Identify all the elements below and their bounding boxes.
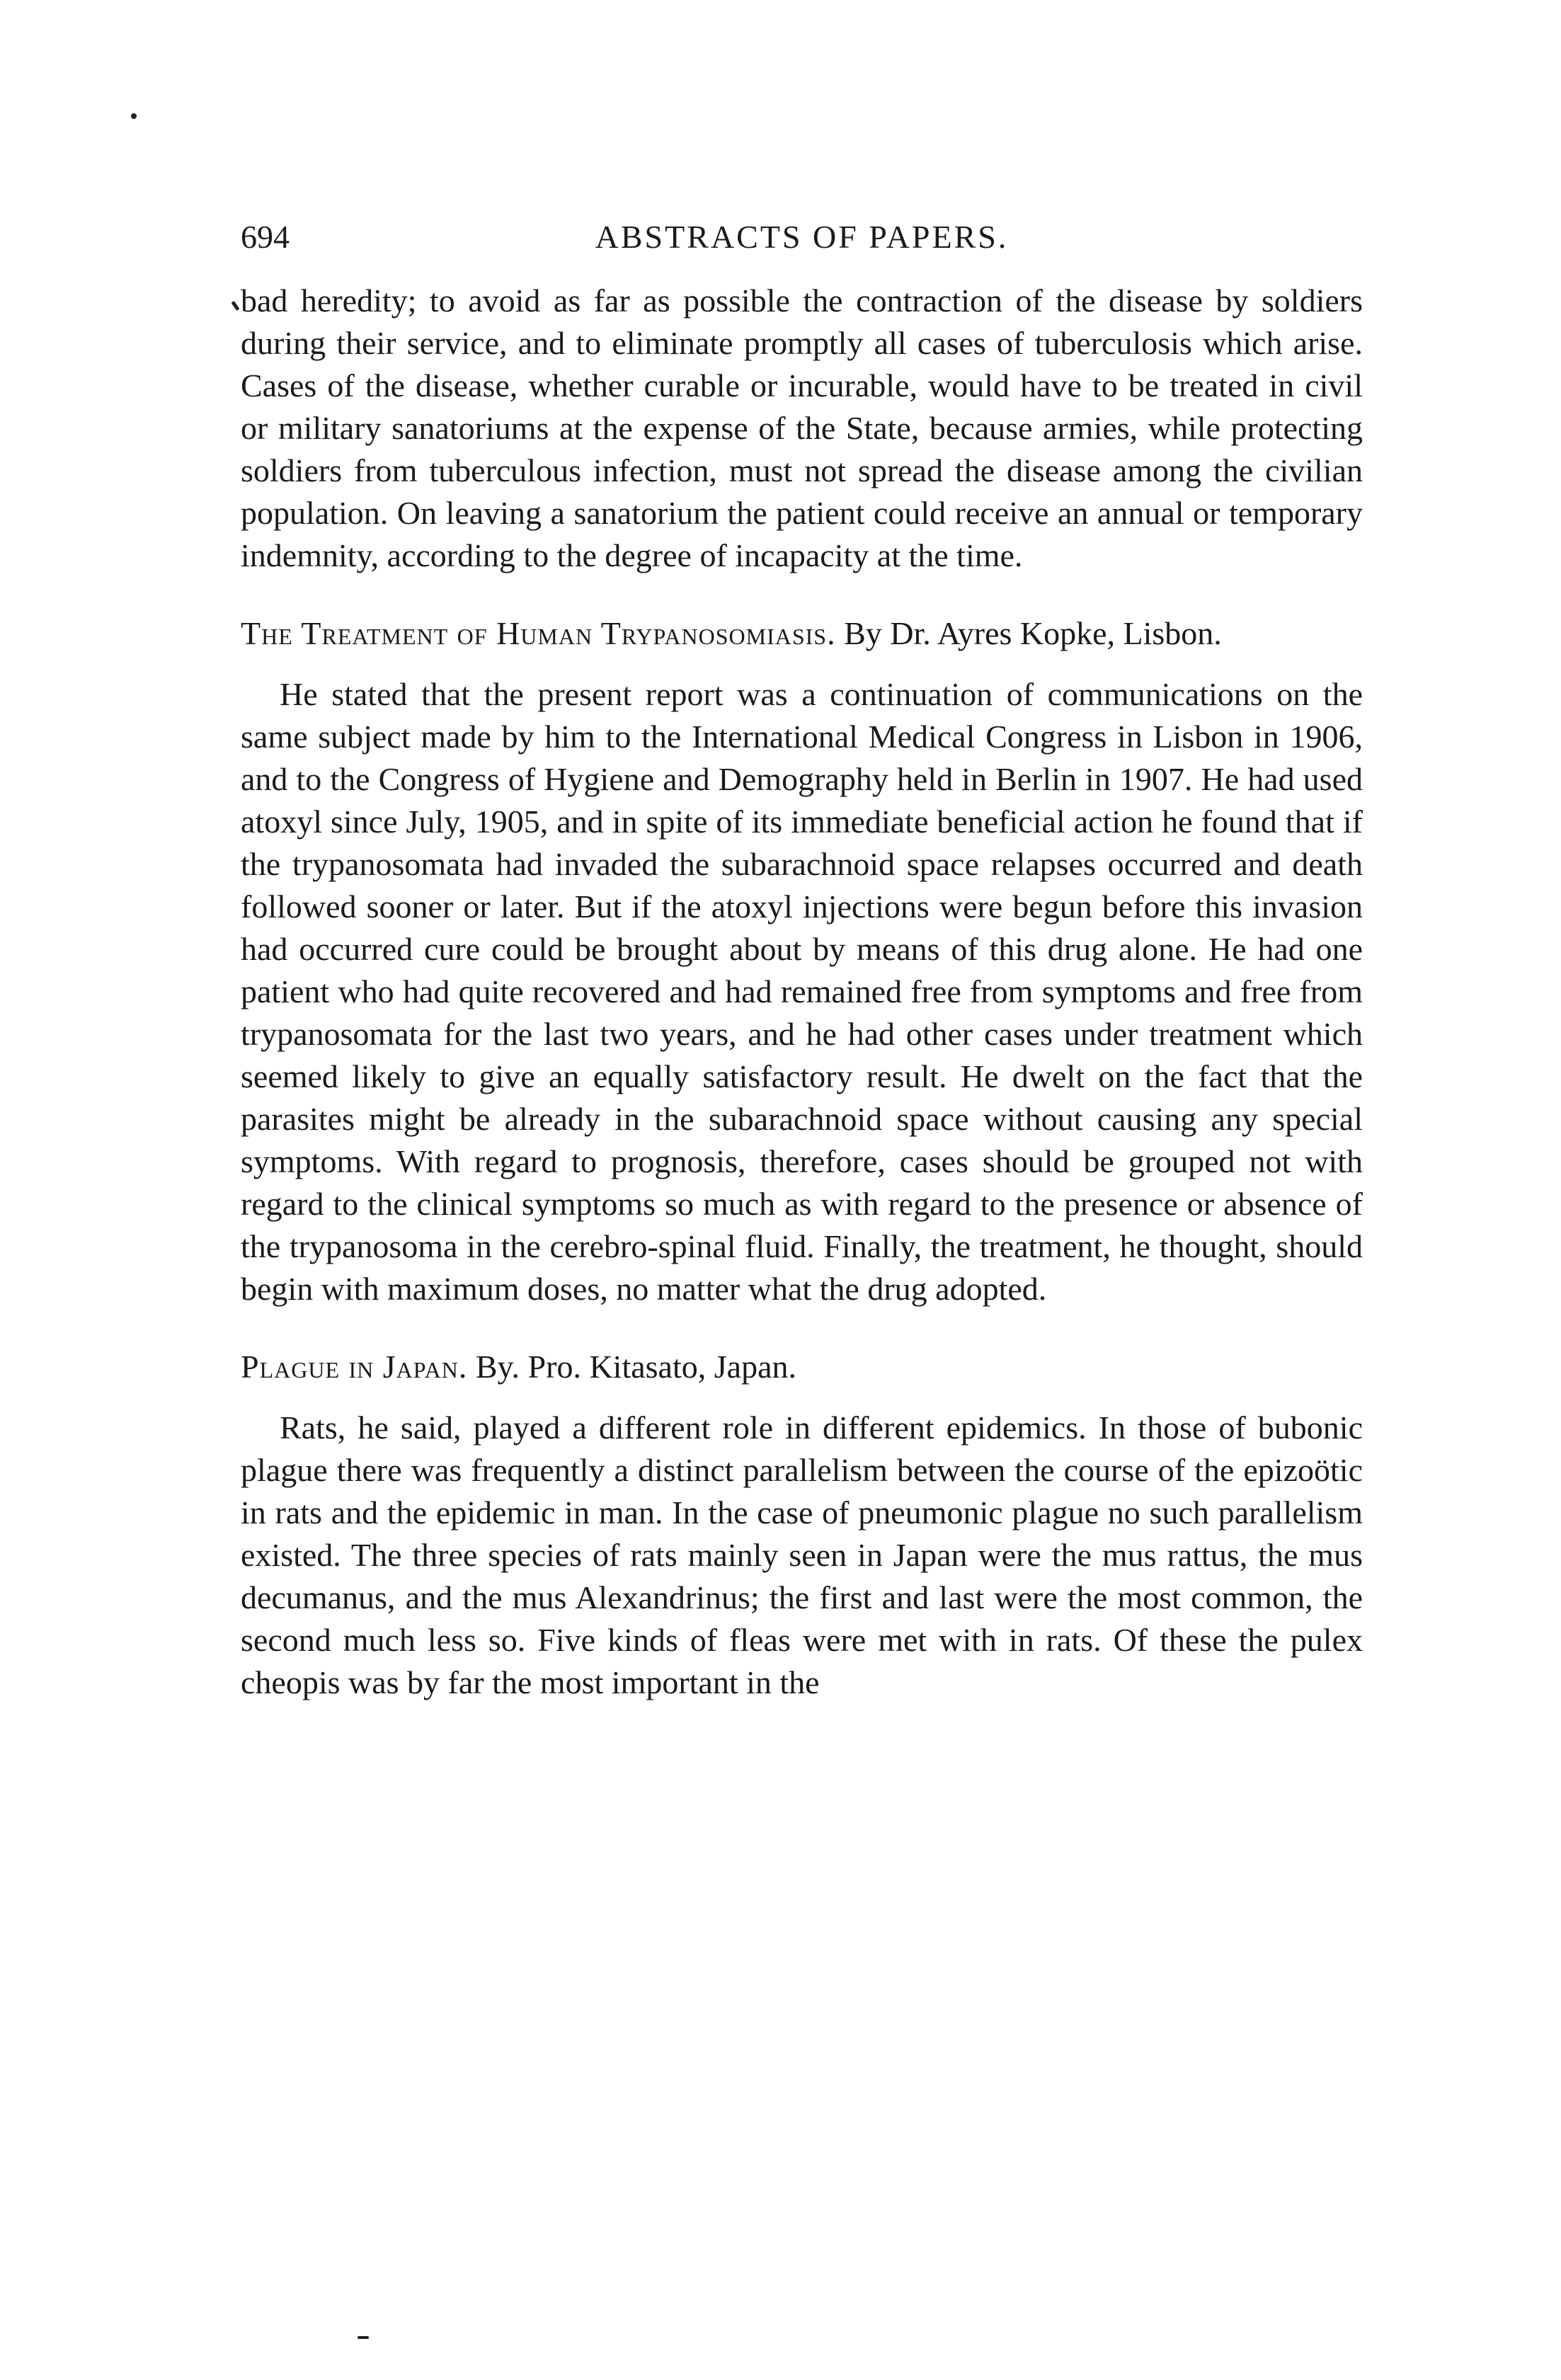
paragraph-continuation: bad heredity; to avoid as far as possible the contraction of the disease by soldiers during their service, and to eliminate promptly all cases of tuberculosis which arise. Cases of the disease, whether curable or incurable, would have to be treated in civil or military sanatoriums at the expense of the State, because armies, while protecting soldiers from tuberculous infection, must not spread the disease among the civilian population. On leaving a sanatorium the patient could receive an annual or temporary indemnity, according to the degree of incapacity at the time. bbox=[241, 282, 1363, 573]
section-title: The Treatment of Human Trypanosomiasis. bbox=[241, 615, 836, 651]
page-content bbox=[241, 212, 1363, 1704]
section-heading-plague bbox=[241, 1346, 1363, 1388]
running-title: ABSTRACTS OF PAPERS. bbox=[595, 219, 1009, 255]
paragraph-plague: Rats, he said, played a different role in different epidemics. In those of bubonic plague there was frequently a distinct parallelism between the course of the epizoötic in rats and the epidemic in man. In the case of pneumonic plague no such parallelism existed. The three species of rats mainly seen in Japan were the mus rattus, the mus decumanus, and the mus Alexandrinus; the first and last were the most common, the second much less so. Five kinds of fleas were met with in rats. Of these the pulex cheopis was by far the most important in the bbox=[241, 1409, 1363, 1700]
stray-mark bbox=[358, 2336, 369, 2339]
section-title: Plague in Japan. bbox=[241, 1349, 468, 1385]
section-byline: By. Pro. Kitasato, Japan. bbox=[475, 1349, 796, 1385]
running-head bbox=[241, 212, 1363, 262]
stray-mark bbox=[231, 301, 239, 311]
stray-mark bbox=[131, 113, 137, 119]
section-byline: By Dr. Ayres Kopke, Lisbon. bbox=[844, 615, 1222, 651]
paragraph-trypanosomiasis: He stated that the present report was a continuation of communications on the same subject made by him to the International Medical Congress in Lisbon in 1906, and to the Congress of Hygiene and Demography held in Berlin in 1907. He had used atoxyl since July, 1905, and in spite of its immediate beneficial action he found that if the trypanosomata had invaded the subarachnoid space relapses occurred and death followed sooner or later. But if the atoxyl injections were begun before this invasion had occurred cure could be brought about by means of this drug alone. He had one patient who had quite recovered and had remained free from symptoms and free from trypanosomata for the last two years, and he had other cases under treatment which seemed likely to give an equally satisfactory result. He dwelt on the fact that the parasites might be already in the subarachnoid space without causing any special symptoms. With regard to prognosis, therefore, cases should be grouped not with regard to the clinical symptoms so much as with regard to the presence or absence of the trypanosoma in the cerebro-spinal fluid. Finally, the treatment, he thought, should begin with maximum doses, no matter what the drug adopted. bbox=[241, 676, 1363, 1307]
section-heading-trypanosomiasis bbox=[241, 612, 1363, 655]
page-number: 694 bbox=[241, 219, 290, 255]
